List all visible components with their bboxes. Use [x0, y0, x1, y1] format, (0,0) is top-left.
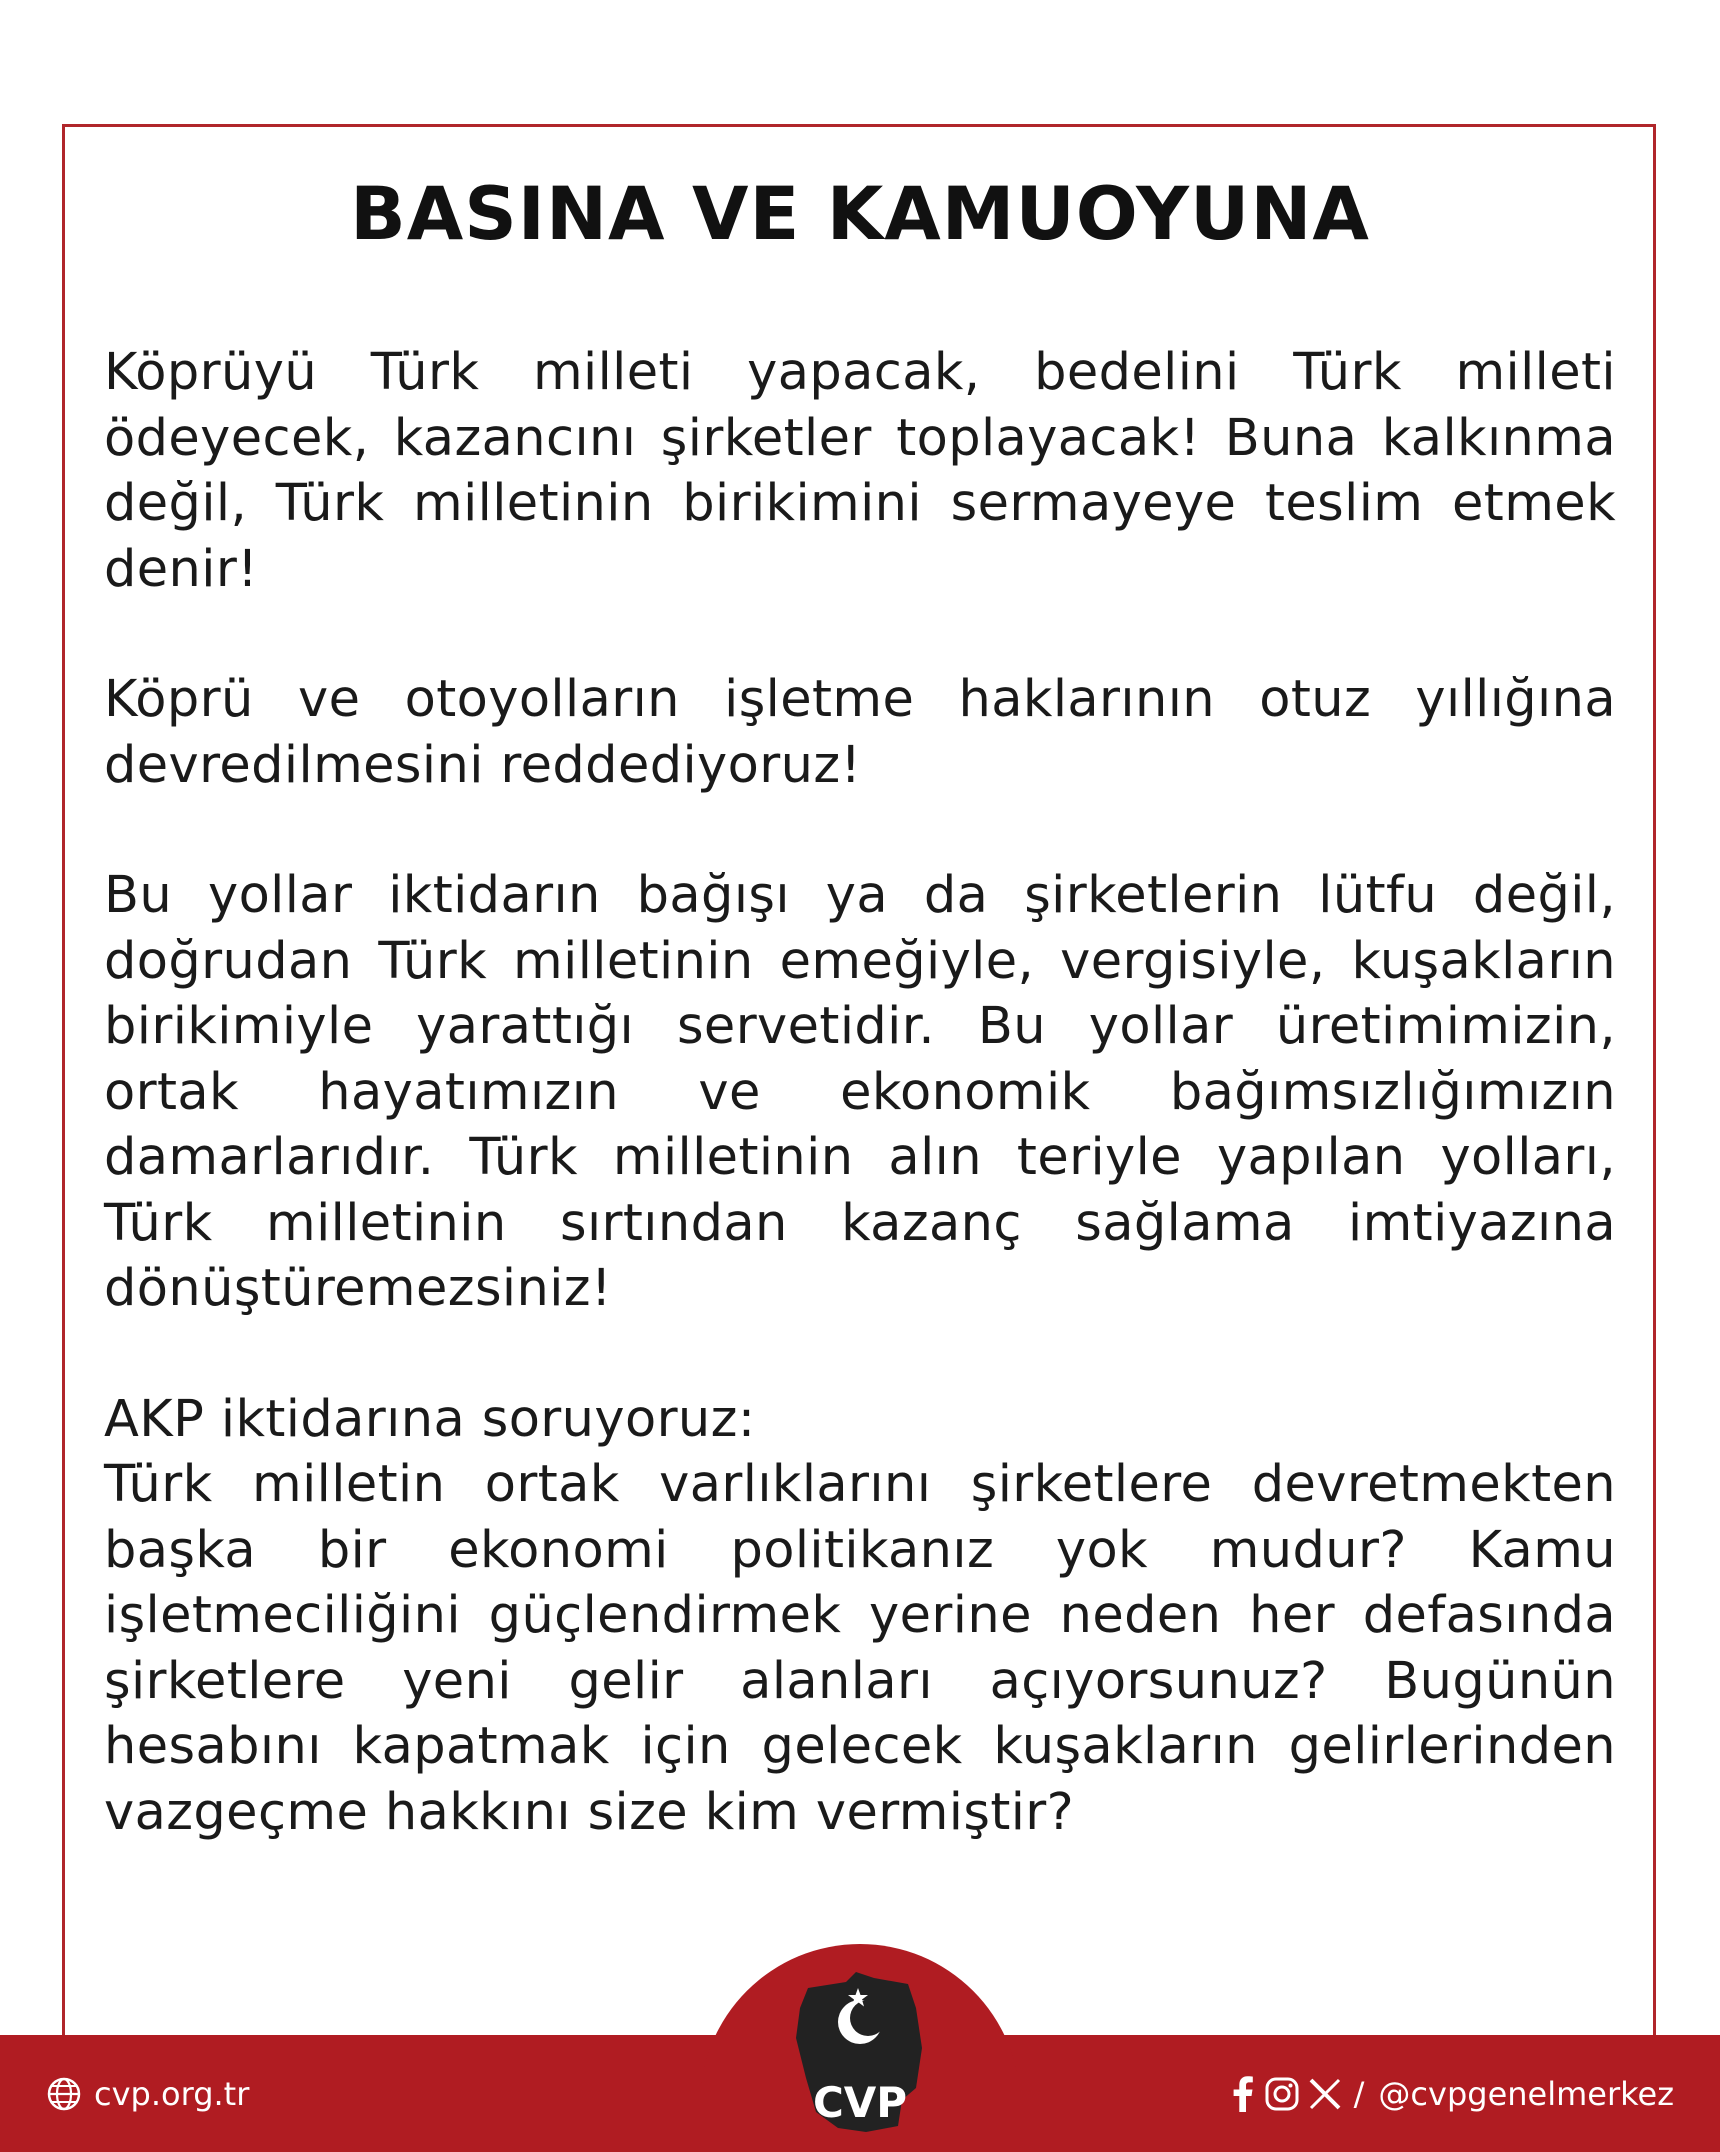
facebook-icon[interactable]	[1230, 2076, 1256, 2112]
logo-text: CVP	[812, 2078, 908, 2127]
social-links	[1230, 2072, 1674, 2116]
website-link[interactable]	[46, 2072, 249, 2116]
website-text: cvp.org.tr	[94, 2075, 250, 2113]
paragraph-5: Türk milletin ortak varlıklarını şirketlere devretmekten başka bir ekonomi politikanız yok mudur? Kamu işletmeciliğini güçlendirmek yerine neden her defasında şirketlere yeni gelir alanları açıyorsunuz? Bugünün hesabını kapatmak için gelecek kuşakların gelirlerinden vazgeçme hakkını size kim vermiştir?	[104, 1455, 1616, 1842]
document-title: BASINA VE KAMUOYUNA	[350, 172, 1370, 257]
paragraph-4: AKP iktidarına soruyoruz:	[104, 1389, 756, 1449]
paragraph-1: Köprüyü Türk milleti yapacak, bedelini Türk milleti ödeyecek, kazancını şirketler toplayacak! Buna kalkınma değil, Türk milletinin birikimini sermayeye teslim etmek denir!	[104, 343, 1616, 599]
globe-icon	[46, 2076, 82, 2112]
social-handle[interactable]: @cvpgenelmerkez	[1378, 2075, 1674, 2113]
x-icon[interactable]	[1308, 2077, 1342, 2111]
separator: /	[1353, 2075, 1365, 2113]
paragraph-3: Bu yollar iktidarın bağışı ya da şirketlerin lütfu değil, doğrudan Türk milletinin emeğiyle, vergisiyle, kuşakların birikimiyle yarattığı servetidir. Bu yollar üretimimizin, ortak hayatımızın ve ekonomik bağımsızlığımızın damarlarıdır. Türk milletinin alın teriyle yapılan yolları, Türk milletinin sırtından kazanç sağlama imtiyazına dönüştüremezsiniz!	[104, 866, 1616, 1318]
paragraph-2: Köprü ve otoyolların işletme haklarının otuz yıllığına devredilmesini reddediyoruz!	[104, 670, 1616, 795]
document-body	[104, 340, 1616, 1910]
instagram-icon[interactable]	[1264, 2076, 1300, 2112]
